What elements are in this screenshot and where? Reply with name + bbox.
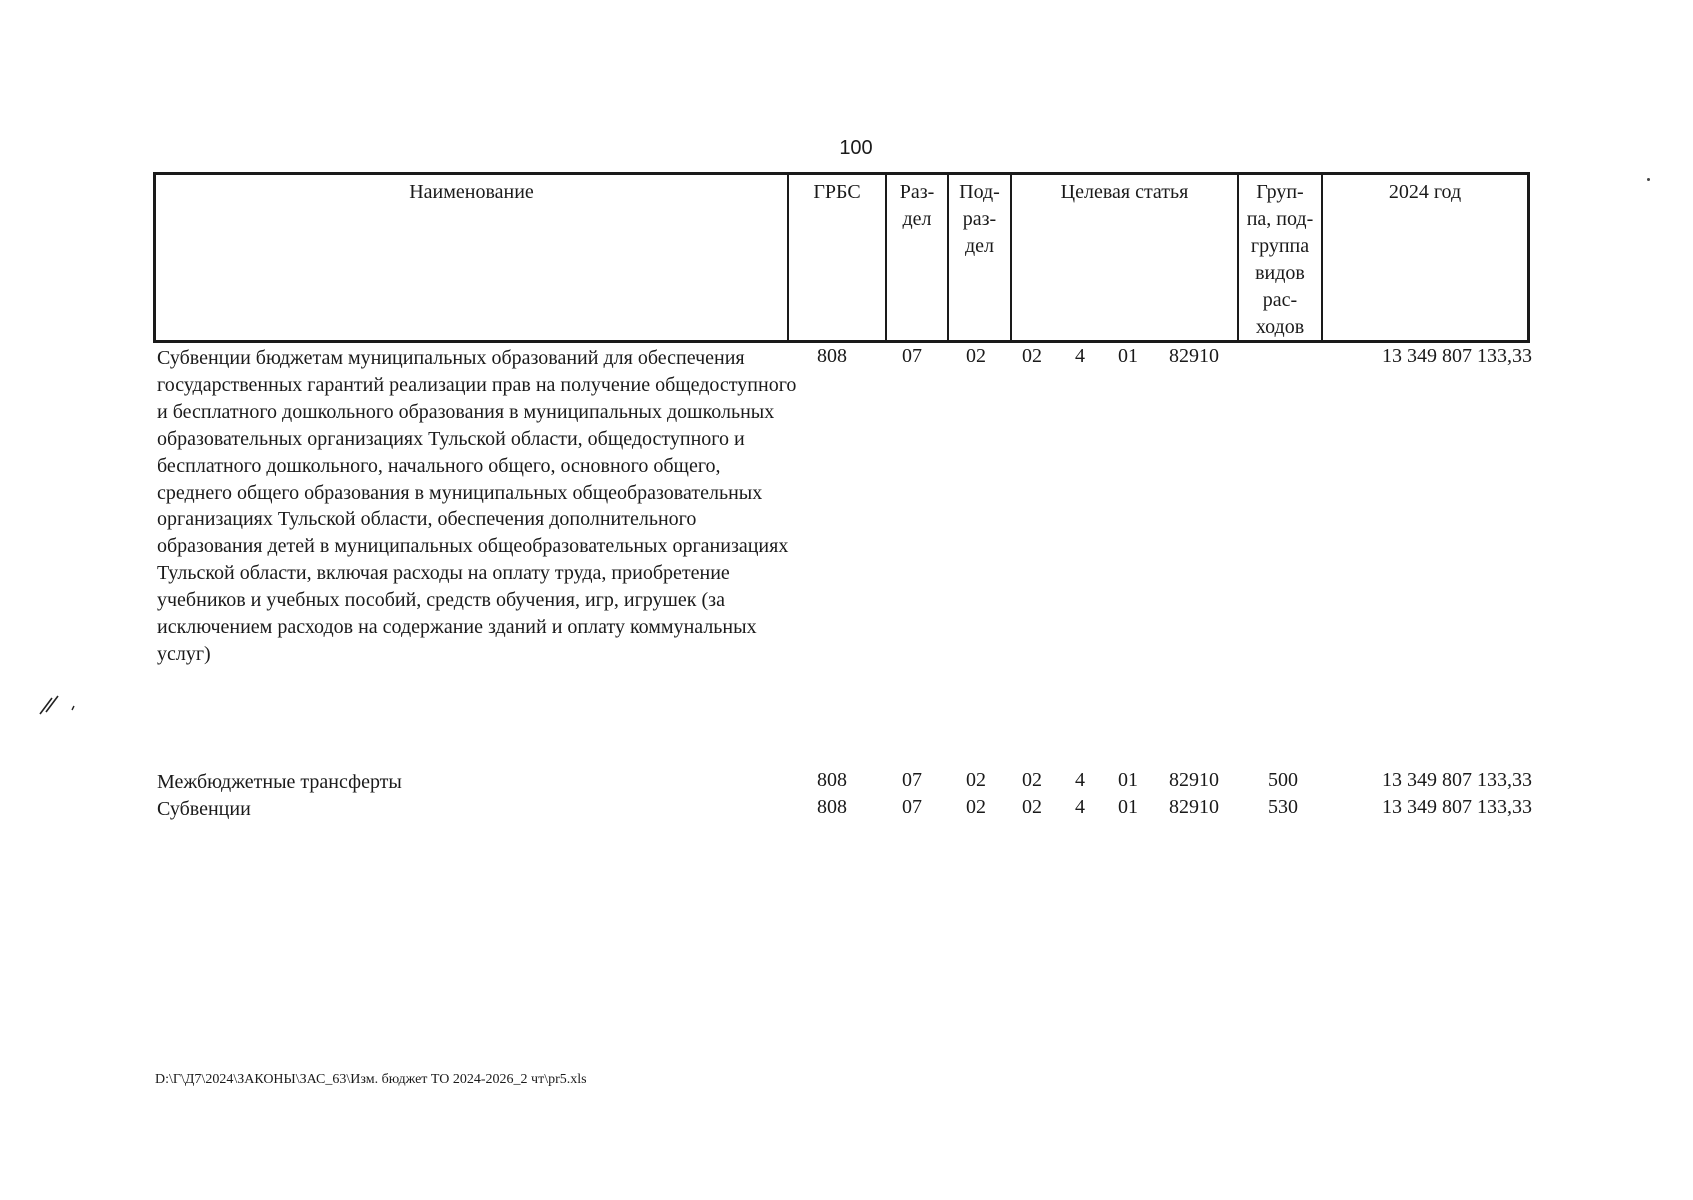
row-name: Субвенции бюджетам муниципальных образований для обеспечения государственных гарантий реализации прав на получение общедоступного и бесплатного дошкольного образования в муниципальных дошкольных образовательных организациях Тульской области, общедоступного и бесплатного дошкольного, начального общего, основного общего, среднего общего образования в муниципальных общеобразовательных организациях Тульской области, обеспечения дополнительного образования детей в муниципальных общеобразовательных организациях Тульской области, включая расходы на оплату труда, приобретение учебников и учебных пособий, средств обучения, игр, игрушек (за исключением расходов на содержание зданий и оплату коммунальных услуг) (157, 347, 797, 665)
row-group: 530 (1268, 796, 1298, 818)
row-grbs: 808 (817, 345, 847, 367)
table-header (153, 172, 1530, 343)
header-podrazdel: Под- раз- дел (959, 181, 1000, 257)
row-name: Межбюджетные трансферты (157, 771, 402, 793)
header-group: Груп- па, под- группа видов рас- ходов (1246, 181, 1314, 338)
header-target: Целевая статья (1060, 181, 1189, 203)
row-target-4: 82910 (1169, 769, 1219, 791)
row-target-1: 02 (1022, 769, 1042, 791)
row-podrazdel: 02 (966, 769, 986, 791)
row-amount: 13 349 807 133,33 (1382, 769, 1532, 791)
file-path-footer: D:\Г\Д7\2024\ЗАКОНЫ\ЗАС_63\Изм. бюджет ТО 2024-2026_2 чт\pr5.xls (155, 1072, 587, 1087)
row-amount: 13 349 807 133,33 (1382, 345, 1532, 367)
row-target-2: 4 (1075, 796, 1085, 818)
row-razdel: 07 (902, 769, 922, 791)
row-target-4: 82910 (1169, 796, 1219, 818)
row-grbs: 808 (817, 796, 847, 818)
row-name: Субвенции (157, 798, 251, 820)
row-razdel: 07 (902, 345, 922, 367)
header-name: Наименование (409, 181, 534, 203)
row-target-3: 01 (1118, 345, 1138, 367)
header-grbs: ГРБС (813, 181, 861, 203)
row-target-3: 01 (1118, 769, 1138, 791)
scan-speck (1647, 178, 1650, 181)
row-group: 500 (1268, 769, 1298, 791)
row-target-2: 4 (1075, 345, 1085, 367)
header-razdel: Раз- дел (899, 181, 935, 230)
row-target-2: 4 (1075, 769, 1085, 791)
header-year: 2024 год (1388, 181, 1462, 203)
row-podrazdel: 02 (966, 345, 986, 367)
row-target-3: 01 (1118, 796, 1138, 818)
row-amount: 13 349 807 133,33 (1382, 796, 1532, 818)
page-number: 100 (839, 137, 873, 159)
row-razdel: 07 (902, 796, 922, 818)
row-grbs: 808 (817, 769, 847, 791)
row-podrazdel: 02 (966, 796, 986, 818)
handwritten-mark (36, 690, 86, 720)
row-target-4: 82910 (1169, 345, 1219, 367)
row-target-1: 02 (1022, 796, 1042, 818)
row-target-1: 02 (1022, 345, 1042, 367)
